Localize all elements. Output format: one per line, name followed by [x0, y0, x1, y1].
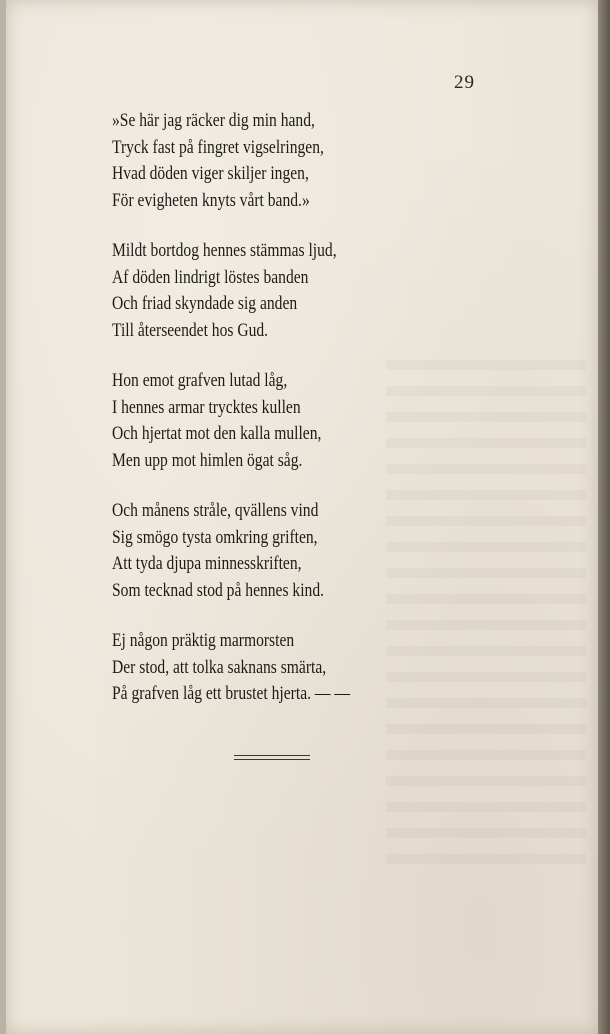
stanza [112, 368, 442, 474]
poem-line: »Se här jag räcker dig min hand, [112, 110, 315, 131]
poem-line: Ej någon präktig marmorsten [112, 630, 295, 651]
poem-line: Och hjertat mot den kalla mullen, [112, 423, 322, 444]
poem-line: Men upp mot himlen ögat såg. [112, 449, 303, 471]
poem-line: Som tecknad stod på hennes kind. [112, 579, 325, 601]
stanza [112, 238, 442, 344]
poem-line: Der stod, att tolka saknans smärta, [112, 656, 327, 678]
poem-line: Och månens stråle, qvällens vind [112, 500, 319, 521]
poem-line: Tryck fast på fingret vigselringen, [112, 136, 324, 158]
page-number: 29 [454, 72, 475, 93]
poem-line: Af döden lindrigt löstes banden [112, 266, 309, 288]
poem-line: För evigheten knyts vårt band.» [112, 189, 310, 211]
poem-line: Att tyda djupa minnesskriften, [112, 553, 302, 574]
stanza [112, 498, 442, 604]
stanza [112, 108, 442, 214]
poem-line: Hon emot grafven lutad låg, [112, 370, 288, 391]
end-rule [234, 755, 310, 760]
poem-line: Mildt bortdog hennes stämmas ljud, [112, 240, 337, 261]
page-edge [598, 0, 610, 1034]
poem-line: Sig smögo tysta omkring griften, [112, 526, 318, 548]
poem-line: Och friad skyndade sig anden [112, 293, 298, 314]
poem [112, 108, 442, 732]
poem-line: På grafven låg ett brustet hjerta. — — [112, 683, 350, 704]
book-page [6, 0, 598, 1034]
poem-line: Hvad döden viger skiljer ingen, [112, 163, 309, 184]
poem-line: I hennes armar trycktes kullen [112, 396, 301, 418]
poem-line: Till återseendet hos Gud. [112, 319, 269, 341]
stanza [112, 628, 442, 708]
